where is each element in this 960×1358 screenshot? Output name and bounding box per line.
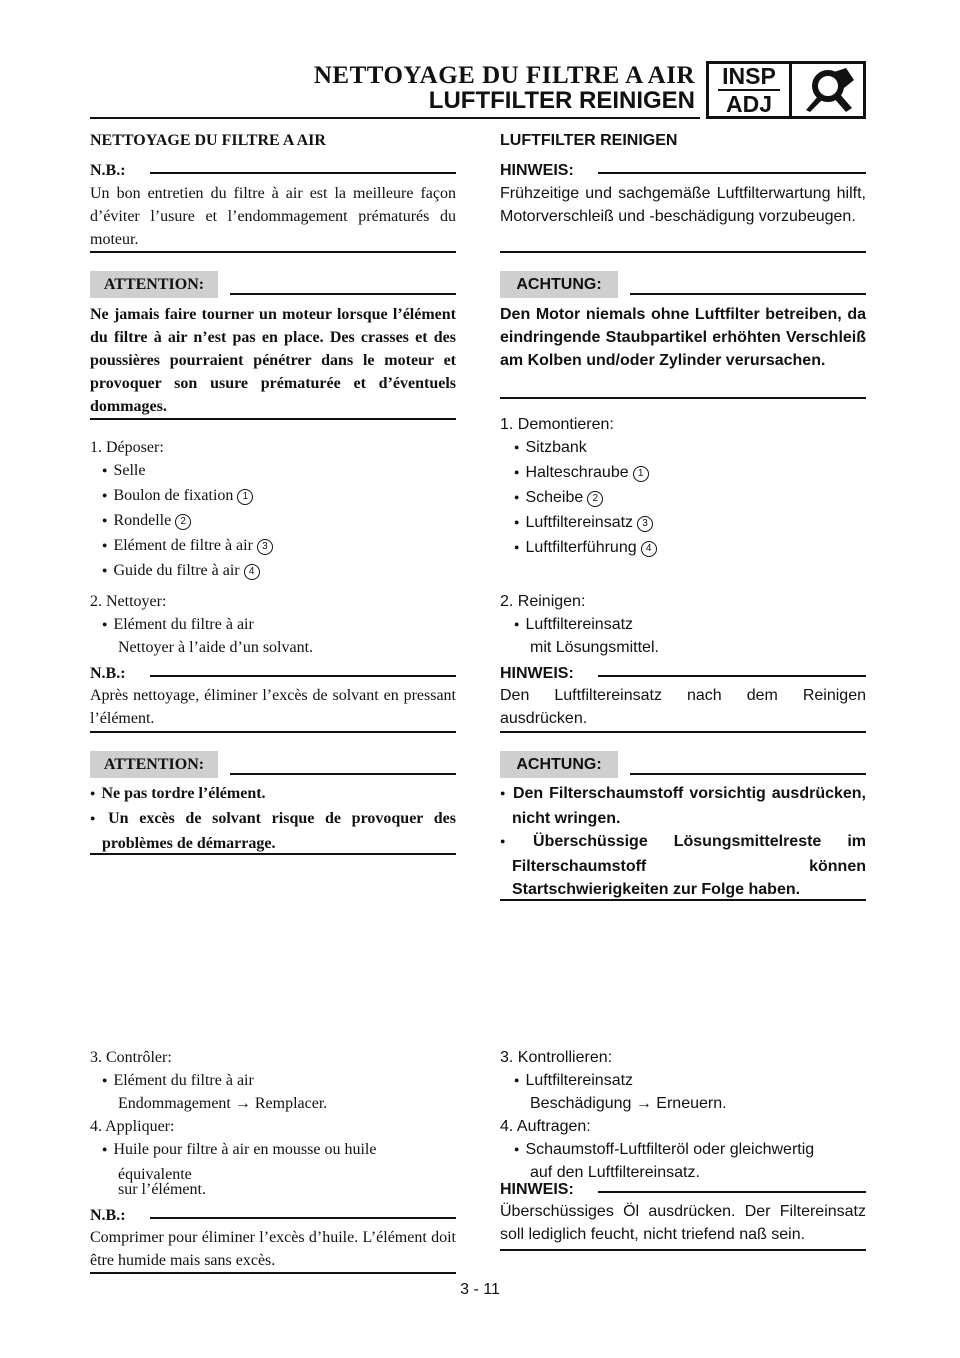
callout-number: 1 [633, 466, 649, 482]
de-caution1-line [630, 293, 866, 295]
wrench-inspect-icon [792, 64, 863, 116]
de-note3-rule [500, 1249, 866, 1251]
de-caution1-label: ACHTUNG: [500, 271, 618, 298]
fr-note1-text: Un bon entretien du filtre à air est la meilleure façon d’éviter l’usure et l’endommagement prématurés du moteur. [90, 185, 456, 248]
list-item: ● Boulon de fixation 1 [102, 484, 273, 509]
de-caution2-list [500, 782, 866, 901]
list-item: ● Scheibe 2 [514, 486, 657, 511]
de-step4-sub: auf den Luftfiltereinsatz. [530, 1164, 700, 1181]
fr-step3: 3. Contrôler: [90, 1049, 172, 1066]
list-item: ● Rondelle 2 [102, 509, 273, 534]
fr-step2-item: ● Elément du filtre à air [102, 613, 254, 638]
de-step2-sub: mit Lösungsmittel. [530, 639, 659, 656]
list-item: ● Luftfiltereinsatz 3 [514, 511, 657, 536]
fr-note1-line [150, 172, 456, 174]
de-note2-text: Den Luftfiltereinsatz nach dem Reinigen ausdrücken. [500, 687, 866, 727]
fr-step4: 4. Appliquer: [90, 1118, 175, 1135]
list-item: ● Sitzbank [514, 436, 657, 461]
header-title-fr: NETTOYAGE DU FILTRE A AIR [313, 62, 695, 89]
de-caution2-label: ACHTUNG: [500, 751, 618, 778]
de-note2-rule [500, 731, 866, 733]
de-caution1-text: Den Motor niemals ohne Luftfilter betreiben, da eindringende Staubpartikel erhöhten Verschleiß am Kolben und/oder Zylinder verursachen. [500, 306, 866, 369]
section-badge [706, 61, 866, 119]
de-step4-item: ● Schaumstoff-Luftfilteröl oder gleichwertig [514, 1138, 814, 1163]
de-step3-sub: Beschädigung → Erneuern. [530, 1095, 727, 1112]
list-item: ● Elément de filtre à air 3 [102, 534, 273, 559]
fr-step1-list [102, 459, 273, 584]
fr-heading: NETTOYAGE DU FILTRE A AIR [90, 132, 326, 149]
de-step1: 1. Demontieren: [500, 416, 614, 433]
de-note1-rule [500, 251, 866, 253]
callout-number: 3 [637, 516, 653, 532]
fr-note3-label: N.B.: [90, 1207, 126, 1224]
fr-step3-sub: Endommagement → Remplacer. [118, 1095, 328, 1112]
fr-step4-item: ● Huile pour filtre à air en mousse ou huile équivalente [102, 1138, 454, 1186]
fr-step4-sub: sur l’élément. [118, 1181, 206, 1198]
callout-number: 3 [257, 539, 273, 555]
de-step4: 4. Auftragen: [500, 1118, 591, 1135]
fr-note3-rule [90, 1272, 456, 1274]
list-item: ● Luftfilterführung 4 [514, 536, 657, 561]
de-caution2-line [630, 773, 866, 775]
fr-caution1-label: ATTENTION: [90, 271, 218, 298]
callout-number: 4 [641, 541, 657, 557]
list-item: ● Selle [102, 459, 273, 484]
fr-step1: 1. Déposer: [90, 439, 164, 456]
de-note3-label: HINWEIS: [500, 1181, 574, 1198]
de-step3: 3. Kontrollieren: [500, 1049, 613, 1066]
list-item: ● Halteschraube 1 [514, 461, 657, 486]
de-note1-label: HINWEIS: [500, 162, 574, 179]
list-item: ● Überschüssige Lösungsmittelreste im Filterschaumstoff können Startschwierigkeiten zur Folge haben. [500, 830, 866, 901]
fr-caution2-rule [90, 853, 456, 855]
fr-step3-item: ● Elément du filtre à air [102, 1069, 254, 1094]
de-note2-line [598, 675, 866, 677]
de-note2-label: HINWEIS: [500, 665, 574, 682]
de-step2-item: ● Luftfiltereinsatz [514, 613, 633, 638]
badge-label [709, 64, 792, 116]
de-step1-list [514, 436, 657, 561]
fr-caution1-line [230, 293, 456, 295]
fr-caution2-label: ATTENTION: [90, 751, 218, 778]
fr-note2-label: N.B.: [90, 665, 126, 682]
fr-caution2-list [90, 782, 456, 855]
callout-number: 2 [175, 514, 191, 530]
de-note3-line [598, 1191, 866, 1193]
fr-caution2-line [230, 773, 456, 775]
list-item: ● Den Filterschaumstoff vorsichtig ausdrücken, nicht wringen. [500, 782, 866, 830]
list-item: ● Ne pas tordre l’élément. [90, 782, 456, 807]
fr-note1-rule [90, 251, 456, 253]
fr-note1-label: N.B.: [90, 162, 126, 179]
header-rule [90, 117, 700, 119]
de-heading: LUFTFILTER REINIGEN [500, 132, 678, 149]
callout-number: 4 [244, 564, 260, 580]
page-number: 3 - 11 [460, 1281, 500, 1298]
badge-top-text: INSP [722, 63, 776, 89]
fr-note3-text: Comprimer pour éliminer l’excès d’huile. L’élément doit être humide mais sans excès. [90, 1229, 456, 1269]
de-note3-text: Überschüssiges Öl ausdrücken. Der Filtereinsatz soll lediglich feucht, nicht triefend naß sein. [500, 1203, 866, 1243]
list-item: ● Guide du filtre à air 4 [102, 559, 273, 584]
de-step3-item: ● Luftfiltereinsatz [514, 1069, 633, 1094]
fr-note2-rule [90, 731, 456, 733]
de-step2: 2. Reinigen: [500, 593, 586, 610]
callout-number: 2 [587, 491, 603, 507]
fr-note2-line [150, 675, 456, 677]
de-caution1-rule [500, 397, 866, 399]
de-note1-line [598, 172, 866, 174]
de-note1-text: Frühzeitige und sachgemäße Luftfilterwartung hilft, Motorverschleiß und -beschädigung vorzubeugen. [500, 185, 866, 225]
de-caution2-rule [500, 899, 866, 901]
badge-bottom-text: ADJ [725, 91, 772, 117]
fr-caution1-rule [90, 418, 456, 420]
fr-caution1-text: Ne jamais faire tourner un moteur lorsque l’élément du filtre à air n’est pas en place. Des crasses et des poussières pourraient pénétrer dans le moteur et provoquer son usure prématurée et d’éventuels dommages. [90, 306, 456, 415]
fr-step2-sub: Nettoyer à l’aide d’un solvant. [118, 639, 314, 656]
fr-note3-line [150, 1217, 456, 1219]
header-title-de: LUFTFILTER REINIGEN [428, 87, 695, 114]
fr-note2-text: Après nettoyage, éliminer l’excès de solvant en pressant l’élément. [90, 687, 456, 727]
fr-step2: 2. Nettoyer: [90, 593, 167, 610]
callout-number: 1 [237, 489, 253, 505]
list-item: ● Un excès de solvant risque de provoquer des problèmes de démarrage. [90, 807, 456, 855]
